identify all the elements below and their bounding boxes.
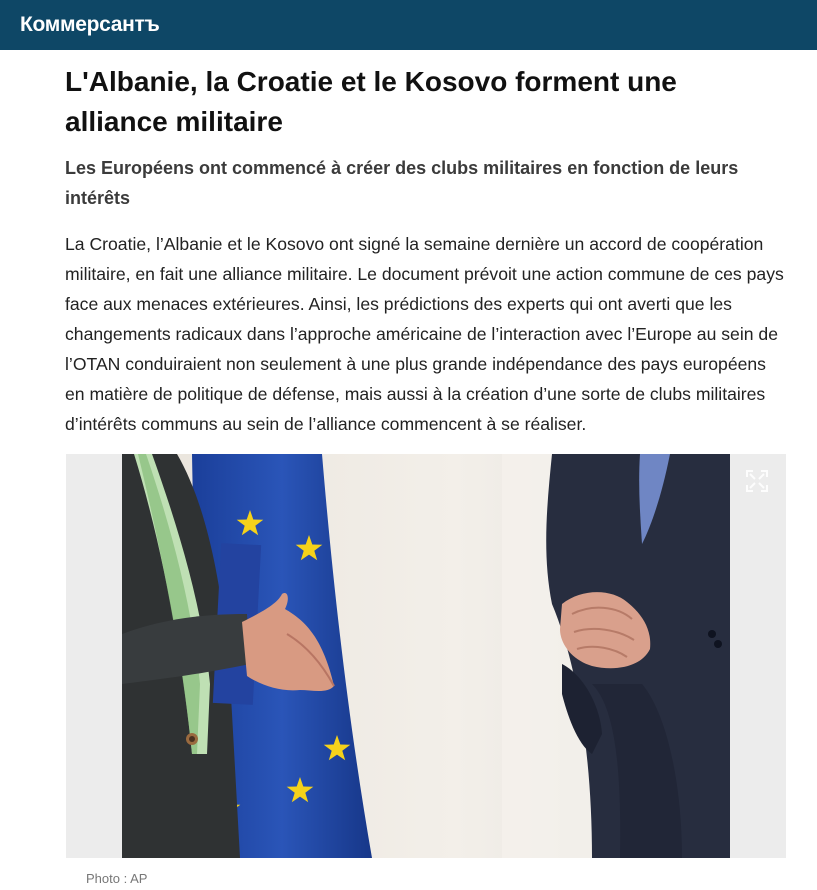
article-photo-frame — [66, 454, 786, 858]
top-bar — [0, 0, 817, 50]
article-subtitle: Les Européens ont commencé à créer des clubs militaires en fonction de leurs intérêts — [65, 158, 739, 208]
article-title: L'Albanie, la Croatie et le Kosovo forment une alliance militaire — [65, 66, 677, 137]
article-body: La Croatie, l’Albanie et le Kosovo ont signé la semaine dernière un accord de coopération militaire, en fait une alliance militaire. Le document prévoit une action commune de ces pays face aux menaces extérieures. Ainsi, les prédictions des experts qui ont averti que les changements radicaux dans l’approche américaine de l’interaction avec l’Europe au sein de l’OTAN conduiraient non seulement à une plus grande indépendance des pays européens en matière de politique de défense, mais aussi à la création d’une sorte de clubs militaires d’intérêts communs au sein de l’alliance commencent à se réaliser. — [65, 234, 784, 434]
article-photo[interactable] — [122, 454, 730, 858]
expand-icon[interactable] — [746, 470, 768, 492]
site-logo[interactable]: Коммерсантъ — [20, 13, 160, 36]
photo-credit: Photo : AP — [86, 871, 148, 886]
